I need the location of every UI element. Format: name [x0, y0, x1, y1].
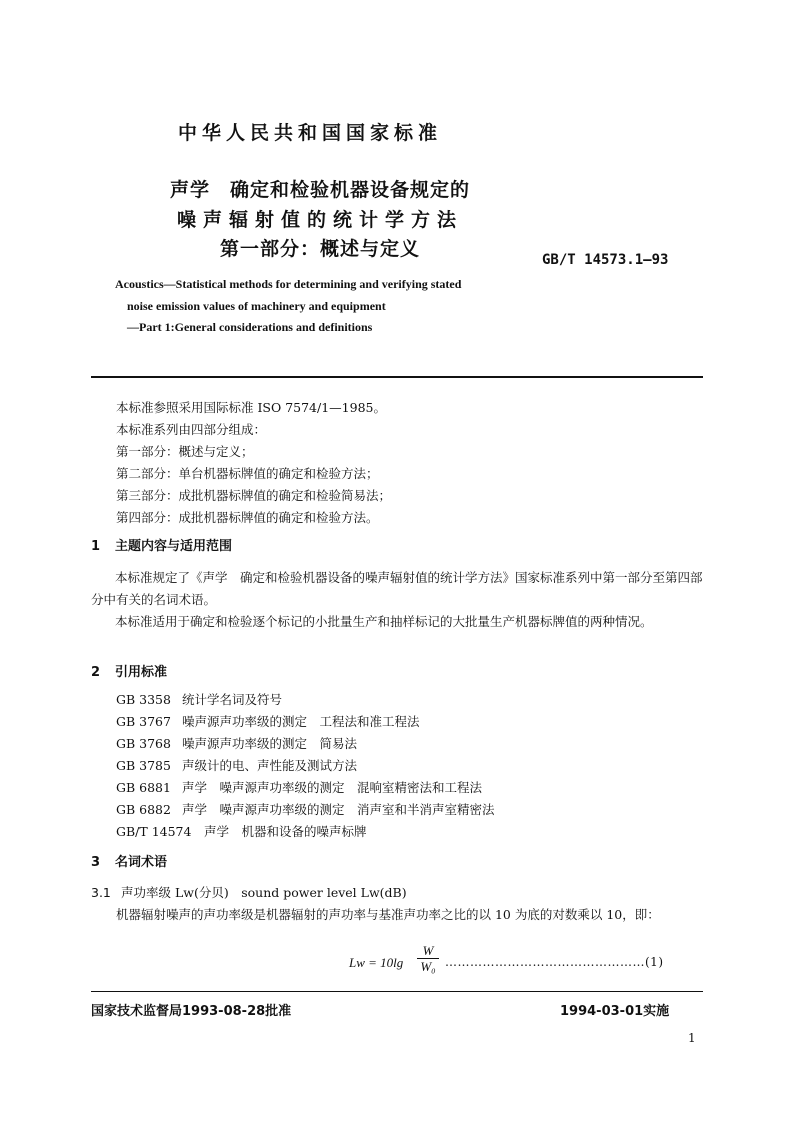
reference-item — [116, 821, 495, 843]
reference-code: GB 3768 — [116, 736, 171, 751]
reference-title: 统计学名词及符号 — [182, 692, 283, 707]
preface-line: 本标准参照采用国际标准 ISO 7574/1—1985。 — [116, 400, 386, 415]
preface-line: 第三部分：成批机器标牌值的确定和检验简易法； — [116, 488, 392, 503]
preface-line: 第一部分：概述与定义； — [116, 444, 254, 459]
formula-lhs: Lw = 10lg — [349, 955, 404, 970]
section-title: 名词术语 — [115, 855, 168, 870]
reference-title: 噪声源声功率级的测定 简易法 — [182, 736, 358, 751]
reference-code: GB 3767 — [116, 714, 171, 729]
reference-item — [116, 799, 495, 821]
reference-title: 声级计的电、声性能及测试方法 — [182, 758, 358, 773]
approval-date: 国家技术监督局1993-08-28批准 — [91, 1004, 292, 1019]
section-number: 3 — [91, 855, 101, 870]
header-divider — [91, 376, 703, 378]
english-title-line-3: —Part 1:General considerations and definitions — [127, 320, 373, 334]
reference-title: 噪声源声功率级的测定 工程法和准工程法 — [182, 714, 420, 729]
section-number: 1 — [91, 539, 101, 554]
implementation-date: 1994-03-01实施 — [560, 1004, 670, 1019]
section-number: 2 — [91, 665, 101, 680]
section-2-heading — [91, 661, 167, 680]
page-number: 1 — [688, 1031, 696, 1045]
footer-divider — [91, 991, 703, 992]
reference-list — [116, 689, 495, 843]
reference-title: 声学 噪声源声功率级的测定 消声室和半消声室精密法 — [182, 802, 495, 817]
chinese-title-line-1: 声学 确定和检验机器设备规定的 — [169, 179, 470, 201]
standard-number: GB/T 14573.1—93 — [542, 252, 669, 268]
formula-label: …………………………………………(1) — [445, 955, 664, 969]
reference-item — [116, 733, 495, 755]
reference-code: GB 3358 — [116, 692, 171, 707]
section-1-heading — [91, 535, 232, 554]
paragraph: 本标准适用于确定和检验逐个标记的小批量生产和抽样标记的大批量生产机器标牌值的两种情况。 — [115, 614, 653, 629]
paragraph: 本标准规定了《声学 确定和检验机器设备的噪声辐射值的统计学方法》国家标准系列中第一部分至第四部分中有关的名词术语。 — [91, 570, 703, 607]
preface-line: 本标准系列由四部分组成： — [116, 422, 267, 437]
preface-block — [116, 397, 391, 529]
section-1-body — [91, 567, 703, 633]
formula-numerator: W — [417, 944, 439, 959]
section-title: 引用标准 — [115, 665, 168, 680]
chinese-title-line-3: 第一部分：概述与定义 — [219, 238, 420, 260]
section-3-heading — [91, 851, 167, 870]
reference-code: GB 6882 — [116, 802, 171, 817]
term-definition: 机器辐射噪声的声功率级是机器辐射的声功率与基准声功率之比的以 10 为底的对数乘以 10，即： — [116, 907, 660, 922]
preface-line: 第四部分：成批机器标牌值的确定和检验方法。 — [116, 510, 379, 525]
reference-item — [116, 689, 495, 711]
reference-item — [116, 777, 495, 799]
chinese-title-line-2: 噪声辐射值的统计学方法 — [176, 209, 463, 231]
reference-title: 声学 机器和设备的噪声标牌 — [204, 824, 367, 839]
english-title-line-2: noise emission values of machinery and equipment — [127, 299, 386, 313]
term-3-1 — [91, 883, 407, 901]
term-text: 声功率级 Lw(分贝) sound power level Lw(dB) — [121, 885, 407, 900]
reference-item — [116, 755, 495, 777]
reference-code: GB/T 14574 — [116, 824, 192, 839]
reference-code: GB 6881 — [116, 780, 171, 795]
term-number: 3.1 — [91, 885, 111, 900]
preface-line: 第二部分：单台机器标牌值的确定和检验方法； — [116, 466, 379, 481]
english-title-line-1: Acoustics—Statistical methods for determining and verifying stated — [115, 277, 462, 291]
reference-title: 声学 噪声源声功率级的测定 混响室精密法和工程法 — [182, 780, 483, 795]
formula-denominator: W₀ — [420, 959, 436, 974]
reference-code: GB 3785 — [116, 758, 171, 773]
section-title: 主题内容与适用范围 — [115, 539, 233, 554]
issuing-body-heading: 中华人民共和国国家标准 — [177, 122, 442, 144]
reference-item — [116, 711, 495, 733]
formula-fraction — [417, 944, 439, 975]
